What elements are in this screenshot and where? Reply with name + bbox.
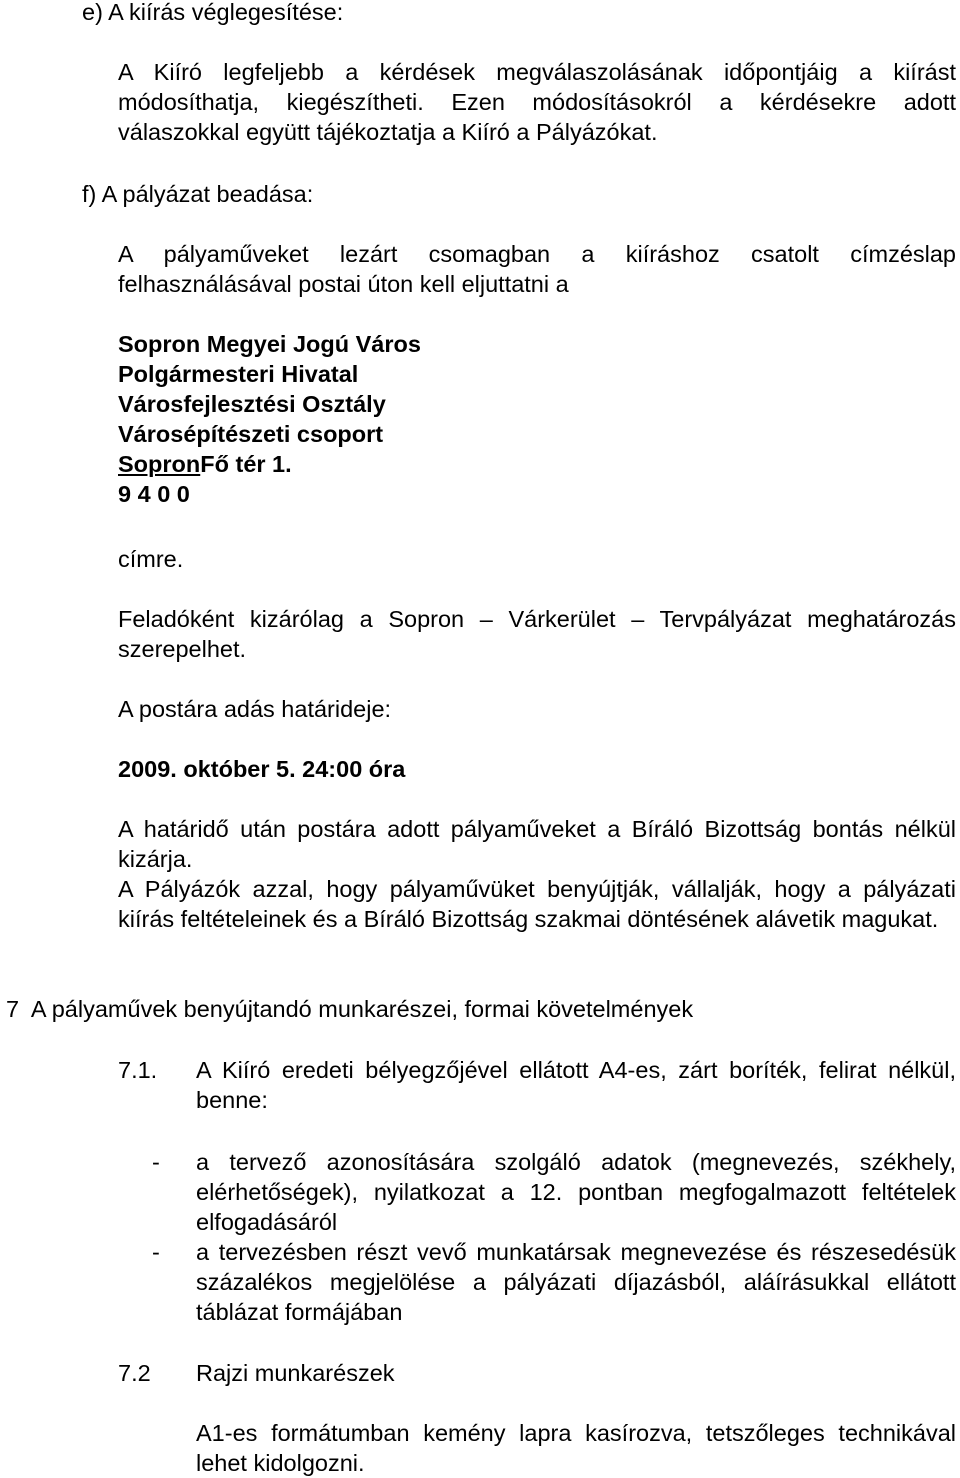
late-submission-note: A határidő után postára adott pályaműveket a Bíráló Bizottság bontás nélkül kizárja. (118, 816, 956, 872)
item-7-2-title: Rajzi munkarészek (196, 1360, 395, 1386)
bullet-2-text: a tervezésben részt vevő munkatársak megnevezése és részesedésük százalékos megjelölése a pályázati díjazásból, aláírásukkal ellátott táblázat formájában (196, 1239, 956, 1325)
acceptance-note: A Pályázók azzal, hogy pályaművüket benyújtják, vállalják, hogy a pályázati kiírás feltételeinek és a Bíráló Bizottság szakmai döntésének alávetik magukat. (118, 876, 956, 932)
address-line-3: Városfejlesztési Osztály (118, 391, 386, 417)
address-zip: 9 4 0 0 (118, 481, 190, 507)
section-7-heading: 7 A pályaművek benyújtandó munkarészei, formai követelmények (6, 996, 694, 1022)
address-city: Sopron (118, 451, 201, 477)
recipient-address (118, 329, 718, 509)
bullet-1-text: a tervező azonosítására szolgáló adatok (megnevezés, székhely, elérhetőségek), nyilatkozat a 12. pontban megfogalmazott feltételek elfogadásáról (196, 1149, 956, 1235)
deadline-value: 2009. október 5. 24:00 óra (118, 756, 406, 782)
section-e-heading: e) A kiírás véglegesítése: (82, 0, 344, 25)
address-line-1: Sopron Megyei Jogú Város (118, 331, 421, 357)
sender-note: Feladóként kizárólag a Sopron – Várkerület – Tervpályázat meghatározás szerepelhet. (118, 606, 956, 662)
section-f-heading: f) A pályázat beadása: (82, 181, 314, 207)
address-line-2: Polgármesteri Hivatal (118, 361, 359, 387)
address-suffix: címre. (118, 546, 184, 572)
address-street-line (118, 449, 718, 479)
bullet-2-dash: - (152, 1239, 160, 1265)
item-7-1-text: A Kiíró eredeti bélyegzőjével ellátott A4-es, zárt boríték, felirat nélkül, benne: (196, 1057, 956, 1113)
section-e-text: A Kiíró legfeljebb a kérdések megválaszolásának időpontjáig a kiírást módosíthatja, kiegészítheti. Ezen módosításokról a kérdésekre adott válaszokkal együtt tájékoztatja a Kiíró a Pályázókat. (118, 59, 956, 145)
item-7-1-number: 7.1. (118, 1057, 158, 1083)
address-street: Fő tér 1. (200, 451, 292, 477)
bullet-1-dash: - (152, 1149, 160, 1175)
address-line-4: Városépítészeti csoport (118, 421, 384, 447)
item-7-2-text: A1-es formátumban kemény lapra kasírozva, tetszőleges technikával lehet kidolgozni. (196, 1420, 956, 1476)
item-7-2-number: 7.2 (118, 1360, 151, 1386)
section-f-intro: A pályaműveket lezárt csomagban a kiíráshoz csatolt címzéslap felhasználásával postai úton kell eljuttatni a (118, 241, 956, 297)
deadline-label: A postára adás határideje: (118, 696, 392, 722)
